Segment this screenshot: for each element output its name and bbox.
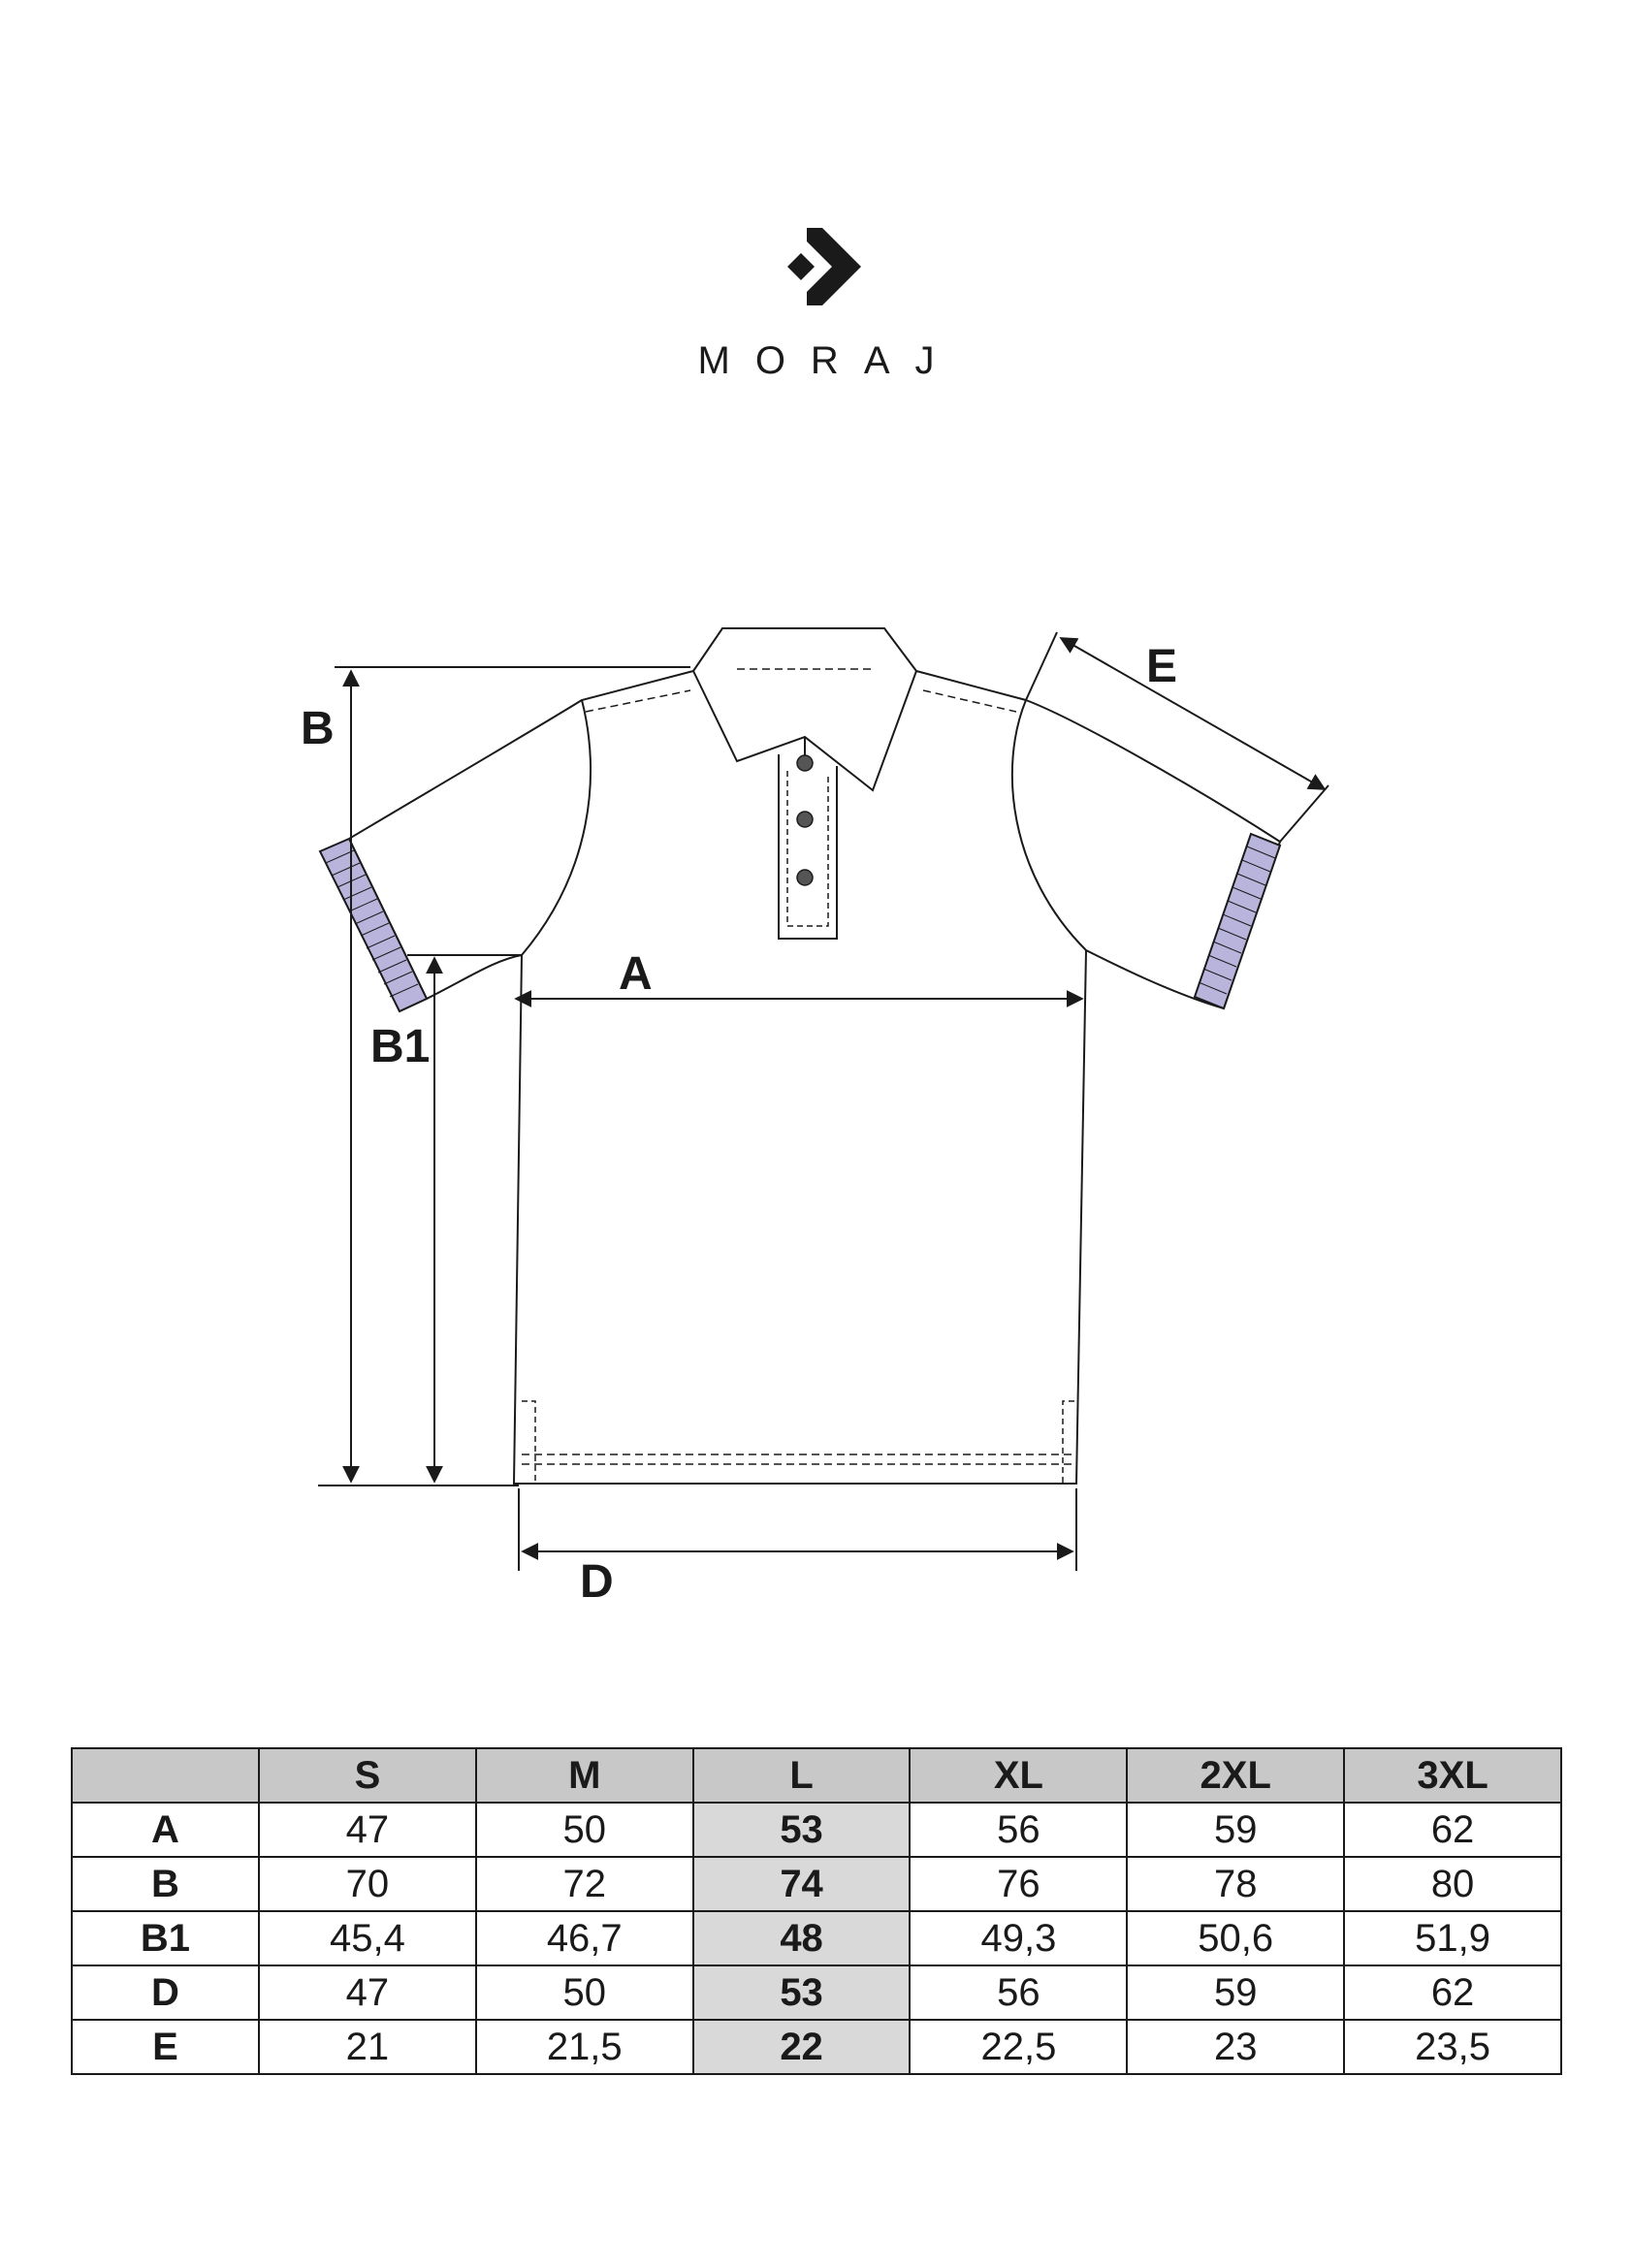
table-cell: 76 (910, 1857, 1127, 1911)
shirt-outline (349, 628, 1280, 1485)
size-table (71, 1747, 1562, 2075)
table-cell: 51,9 (1344, 1911, 1561, 1965)
table-cell: 21,5 (476, 2020, 693, 2074)
table-row (72, 2020, 1561, 2074)
table-cell: 50,6 (1127, 1911, 1344, 1965)
table-cell: 22 (693, 2020, 911, 2074)
table-cell: 45,4 (259, 1911, 476, 1965)
row-label-a: A (72, 1803, 259, 1857)
header-corner (72, 1748, 259, 1803)
header-size-l: L (693, 1748, 911, 1803)
table-cell: 47 (259, 1965, 476, 2020)
row-label-e: E (72, 2020, 259, 2074)
table-cell: 23,5 (1344, 2020, 1561, 2074)
table-cell: 62 (1344, 1965, 1561, 2020)
size-table-header (72, 1748, 1561, 1803)
table-cell: 21 (259, 2020, 476, 2074)
table-cell: 22,5 (910, 2020, 1127, 2074)
table-row (72, 1911, 1561, 1965)
header-size-xl: XL (910, 1748, 1127, 1803)
table-cell: 56 (910, 1803, 1127, 1857)
button-2 (797, 812, 813, 827)
table-cell: 48 (693, 1911, 911, 1965)
label-a: A (619, 948, 653, 1000)
table-cell: 53 (693, 1965, 911, 2020)
table-cell: 62 (1344, 1803, 1561, 1857)
table-cell: 23 (1127, 2020, 1344, 2074)
table-cell: 78 (1127, 1857, 1344, 1911)
table-cell: 49,3 (910, 1911, 1127, 1965)
table-cell: 50 (476, 1965, 693, 2020)
table-cell: 47 (259, 1803, 476, 1857)
button-3 (797, 870, 813, 885)
label-b1: B1 (370, 1021, 431, 1072)
dimension-e-line (1061, 638, 1325, 789)
table-cell: 53 (693, 1803, 911, 1857)
table-row (72, 1965, 1561, 2020)
table-row (72, 1857, 1561, 1911)
placket-buttons (797, 755, 813, 885)
right-cuff (1195, 834, 1280, 1008)
brand-name: MORAJ (697, 339, 960, 382)
row-label-b: B (72, 1857, 259, 1911)
table-cell: 72 (476, 1857, 693, 1911)
button-1 (797, 755, 813, 771)
header-size-3xl: 3XL (1344, 1748, 1561, 1803)
row-label-d: D (72, 1965, 259, 2020)
table-row (72, 1803, 1561, 1857)
table-cell: 59 (1127, 1803, 1344, 1857)
dimension-lines (318, 632, 1328, 1571)
table-cell: 46,7 (476, 1911, 693, 1965)
left-cuff (320, 839, 427, 1011)
table-cell: 70 (259, 1857, 476, 1911)
label-e: E (1146, 641, 1178, 692)
row-label-b1: B1 (72, 1911, 259, 1965)
header-size-m: M (476, 1748, 693, 1803)
table-cell: 74 (693, 1857, 911, 1911)
header-size-s: S (259, 1748, 476, 1803)
table-cell: 50 (476, 1803, 693, 1857)
table-cell: 59 (1127, 1965, 1344, 2020)
label-b: B (301, 703, 335, 754)
table-cell: 80 (1344, 1857, 1561, 1911)
header-size-2xl: 2XL (1127, 1748, 1344, 1803)
label-d: D (580, 1556, 614, 1608)
table-cell: 56 (910, 1965, 1127, 2020)
